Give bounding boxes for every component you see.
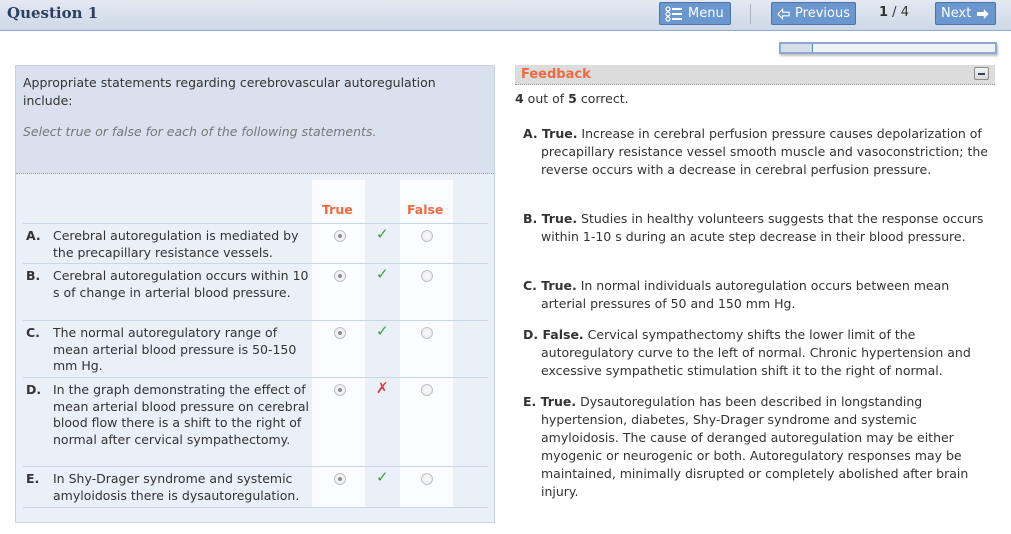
feedback-label: A. True. xyxy=(523,126,578,141)
feedback-text: Studies in healthy volunteers suggests that the response occurs within 1-10 s during an acute step decrease in their blood pressure. xyxy=(541,211,984,244)
statement-letter: C. xyxy=(26,325,40,340)
list-icon xyxy=(665,6,683,22)
score-mid: out of xyxy=(523,91,569,106)
true-radio[interactable] xyxy=(334,230,346,242)
statement-row-b xyxy=(23,263,488,320)
question-text: Appropriate statements regarding cerebrovascular autoregulation include: xyxy=(23,75,436,108)
menu-label: Menu xyxy=(688,6,724,21)
true-radio[interactable] xyxy=(334,473,346,485)
score-suffix: correct. xyxy=(576,91,629,106)
feedback-label: C. True. xyxy=(523,278,577,293)
feedback-text: In normal individuals autoregulation occurs between mean arterial pressures of 50 and 150 mm Hg. xyxy=(541,278,950,311)
false-column-header: False xyxy=(407,202,444,217)
statement-text: In Shy-Drager syndrome and systemic amyloidosis there is dysautoregulation. xyxy=(53,471,300,503)
previous-label: Previous xyxy=(795,6,850,21)
check-icon: ✓ xyxy=(376,265,389,283)
statement-text: Cerebral autoregulation is mediated by the precapillary resistance vessels. xyxy=(53,228,299,260)
statement-letter: D. xyxy=(26,382,42,397)
statement-row-d xyxy=(23,377,488,466)
page-total: 4 xyxy=(900,5,909,20)
false-radio[interactable] xyxy=(421,230,433,242)
feedback-header xyxy=(515,65,995,85)
toolbar-divider xyxy=(750,4,751,24)
feedback-text: Dysautoregulation has been described in longstanding hypertension, diabetes, Shy-Drager syndrome and systemic amyloidosis. The cause of deranged autoregulation may be either myogenic or neurogenic or both. Autoregulatory responses may be maintained, minimally disrupted or completely abolished after brain injury. xyxy=(541,394,969,499)
progress-fill xyxy=(781,44,813,52)
feedback-label: B. True. xyxy=(523,211,578,226)
question-instruction: Select true or false for each of the following statements. xyxy=(23,124,377,139)
feedback-label: D. False. xyxy=(523,327,584,342)
true-radio[interactable] xyxy=(334,384,346,396)
feedback-item-c xyxy=(523,277,995,313)
statement-text: The normal autoregulatory range of mean arterial blood pressure is 50-150 mm Hg. xyxy=(53,325,297,373)
table-bottom-border xyxy=(23,507,488,508)
score-total: 5 xyxy=(568,91,577,106)
collapse-icon[interactable] xyxy=(974,67,989,80)
menu-button[interactable] xyxy=(659,2,731,25)
arrow-left-icon xyxy=(777,8,790,20)
previous-button[interactable] xyxy=(771,2,856,25)
check-icon: ✓ xyxy=(376,322,389,340)
feedback-label: E. True. xyxy=(523,394,577,409)
statement-row-a xyxy=(23,223,488,263)
progress-bar xyxy=(779,42,997,54)
statement-letter: A. xyxy=(26,228,41,243)
feedback-text: Cervical sympathectomy shifts the lower limit of the autoregulatory curve to the left of normal. Chronic hypertension and excessive sympathetic stimulation shift it to the right of normal. xyxy=(541,327,971,378)
feedback-title: Feedback xyxy=(521,67,591,82)
statement-letter: B. xyxy=(26,268,41,283)
feedback-score xyxy=(515,91,629,106)
arrow-right-icon xyxy=(976,8,990,20)
feedback-text: Increase in cerebral perfusion pressure causes depolarization of precapillary resistance vessel smooth muscle and vasoconstriction; the reverse occurs with a decrease in cerebral perfusion pressure. xyxy=(541,126,988,177)
check-icon: ✓ xyxy=(376,468,389,486)
question-panel xyxy=(15,65,495,523)
page-current: 1 xyxy=(879,5,889,20)
feedback-item-e xyxy=(523,393,995,501)
statement-text: Cerebral autoregulation occurs within 10 s of change in arterial blood pressure. xyxy=(53,268,309,300)
false-radio[interactable] xyxy=(421,327,433,339)
page-indicator xyxy=(879,5,909,20)
top-bar xyxy=(0,0,1011,31)
question-title: Question 1 xyxy=(7,4,99,22)
feedback-item-d xyxy=(523,326,995,380)
statement-row-c xyxy=(23,320,488,377)
true-radio[interactable] xyxy=(334,327,346,339)
feedback-item-b xyxy=(523,210,995,246)
page-separator: / xyxy=(888,5,901,20)
cross-icon: ✗ xyxy=(376,379,389,397)
next-button[interactable] xyxy=(935,2,996,25)
statement-text: In the graph demonstrating the effect of mean arterial blood pressure on cerebral blood flow there is a shift to the right of normal after cervical sympathectomy. xyxy=(53,382,309,447)
true-radio[interactable] xyxy=(334,270,346,282)
statement-letter: E. xyxy=(26,471,40,486)
feedback-item-a xyxy=(523,125,995,179)
next-label: Next xyxy=(941,6,972,21)
statement-row-e xyxy=(23,466,488,507)
score-correct: 4 xyxy=(515,91,524,106)
true-column-header: True xyxy=(322,202,353,217)
false-radio[interactable] xyxy=(421,270,433,282)
check-icon: ✓ xyxy=(376,225,389,243)
question-header xyxy=(16,66,494,174)
false-radio[interactable] xyxy=(421,384,433,396)
false-radio[interactable] xyxy=(421,473,433,485)
